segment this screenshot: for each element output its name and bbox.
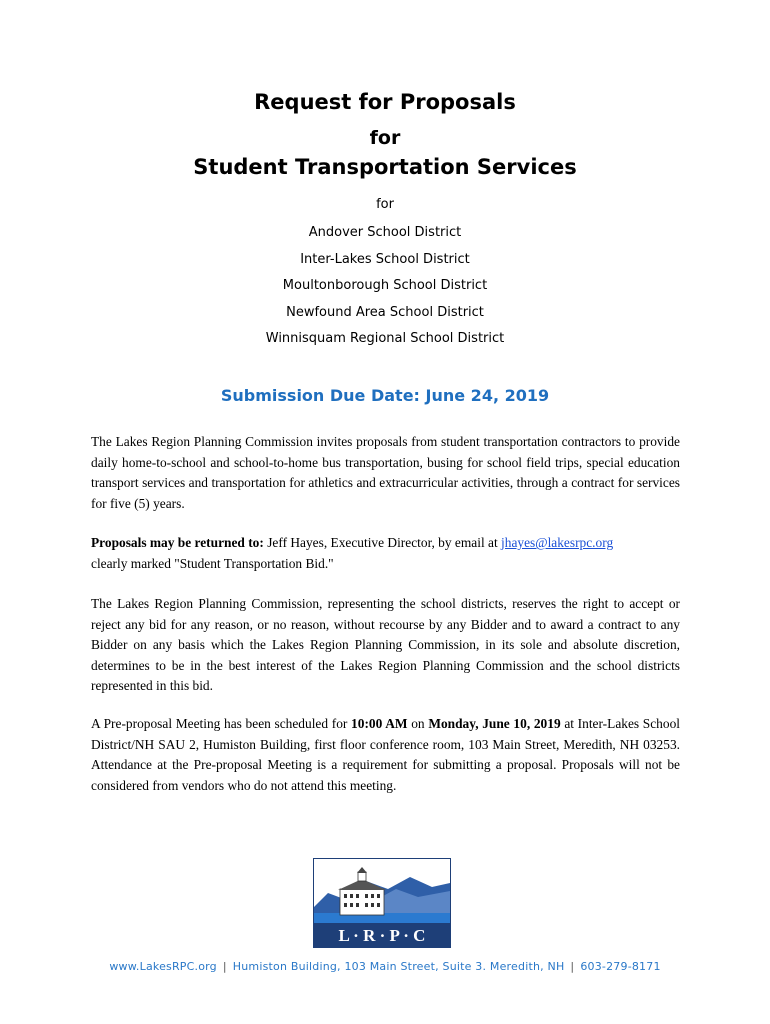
meeting-time: 10:00 AM [351,716,408,731]
return-text: Jeff Hayes, Executive Director, by email at [263,535,502,550]
website-link[interactable]: www.LakesRPC.org [109,960,217,973]
footer-separator: | [222,960,227,973]
meeting-text-b: on [407,716,429,731]
page-title: Request for Proposals [254,90,516,114]
district-item: Inter-Lakes School District [300,251,470,267]
meeting-text-c: at Inter-Lakes School District/NH SAU 2, Humiston Building, first floor conference room, 103 Main Street, Meredith, NH 03253. Attendance at the Pre-proposal Meeting is a requirement for submitting a proposal. Proposals will not be considered from vendors who do not attend this meeting. [91,716,680,793]
title-for: for [369,127,401,149]
footer [0,960,770,973]
district-item: Moultonborough School District [282,278,488,293]
footer-address: Humiston Building, 103 Main Street, Suite 3. Meredith, NH [232,960,565,973]
meeting-date: Monday, June 10, 2019 [428,716,561,731]
return-paragraph [91,533,680,574]
meeting-paragraph [91,714,680,796]
footer-phone: 603-279-8171 [580,960,661,973]
meeting-text-a: A Pre-proposal Meeting has been scheduled for [91,716,352,731]
lrpc-logo-graphic [314,859,450,947]
rights-paragraph: The Lakes Region Planning Commission, representing the school districts, reserves the right to accept or reject any bid for any reason, or no reason, without recourse by any Bidder and to award a contract to any Bidder on any basis which the Lakes Region Planning Commission, in its sole and absolute discretion, determines to be in the best interest of the Lakes Region Planning Commission and the school districts represented in this bid. [91,596,680,693]
lrpc-logo [313,858,451,948]
district-item: Newfound Area School District [286,304,484,320]
email-link[interactable]: jhayes@lakesrpc.org [501,535,614,550]
logo-letters: L · R · P · C [338,926,426,945]
return-tail: clearly marked "Student Transportation Bid." [91,555,334,571]
submission-due-date: Submission Due Date: June 24, 2019 [220,386,550,405]
return-label: Proposals may be returned to: [91,535,264,550]
districts-for: for [376,197,394,212]
district-item: Andover School District [308,225,462,240]
district-item: Winnisquam Regional School District [265,331,505,346]
district-list [0,220,770,353]
intro-paragraph: The Lakes Region Planning Commission invites proposals from student transportation contractors to provide daily home-to-school and school-to-home bus transportation, busing for school field trips, special education transport services and transportation for athletics and extracurricular activities, through a contract for services for five (5) years. [91,434,680,511]
page-subtitle: Student Transportation Services [193,155,577,179]
footer-separator: | [570,960,575,973]
